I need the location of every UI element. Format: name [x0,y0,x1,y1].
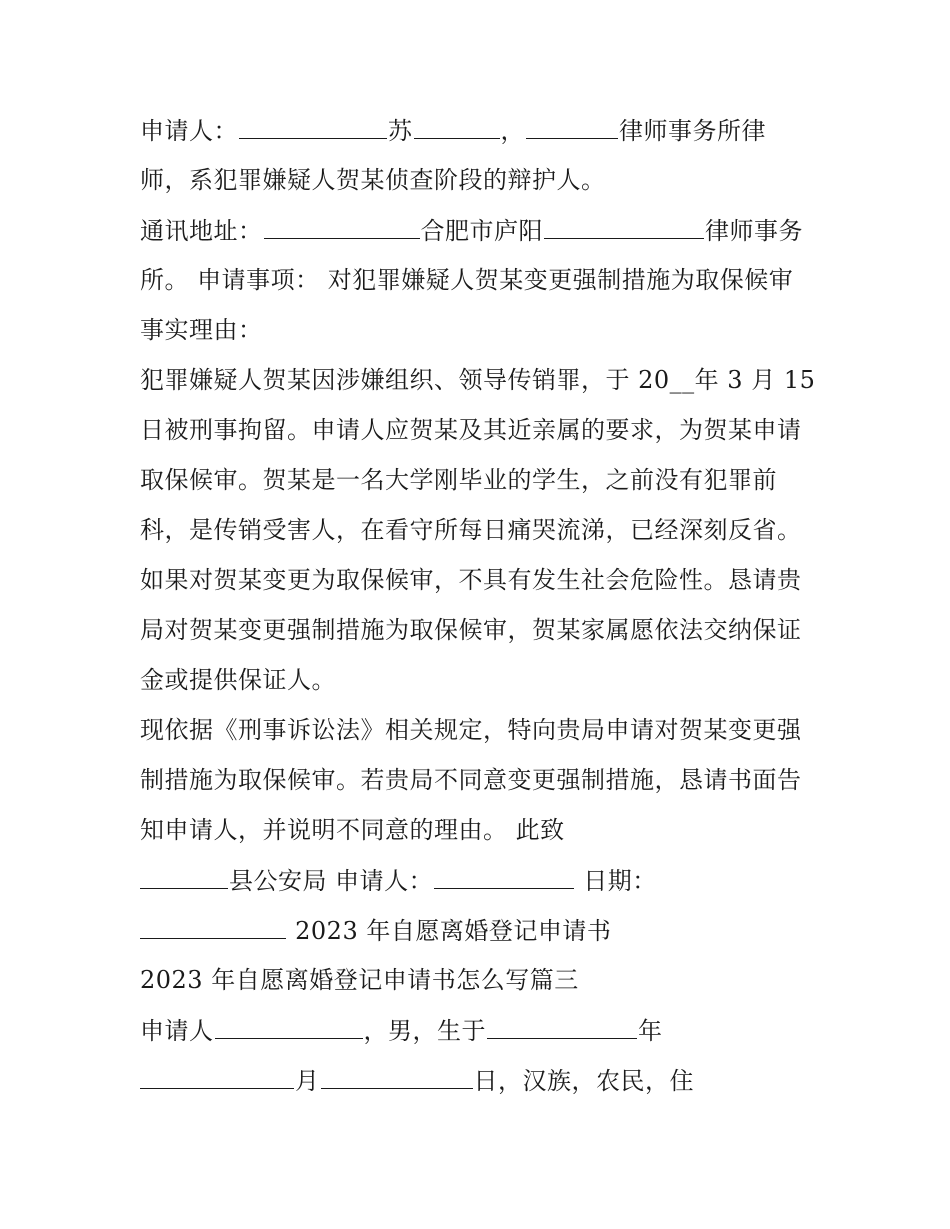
paragraph-line: 日被刑事拘留。申请人应贺某及其近亲属的要求，为贺某申请 [140,416,802,444]
blank-field [321,1064,473,1089]
applicant-info-line: 申请人 ，男，生于 年 [140,1014,820,1047]
blank-field [487,1014,637,1039]
blank-field [434,864,574,889]
paragraph-line: 局对贺某变更强制措施为取保候审，贺某家属愿依法交纳保证 [140,616,802,644]
paragraph-line: 如果对贺某变更为取保候审，不具有发生社会危险性。恳请贵 [140,566,802,594]
paragraph-line: 所。 申请事项： 对犯罪嫌疑人贺某变更强制措施为取保候审 [140,266,794,294]
blank-field [544,214,704,239]
blank-field [140,1064,294,1089]
paragraph-line: 制措施为取保候审。若贵局不同意变更强制措施，恳请书面告 [140,766,802,794]
address-line: 通讯地址： 合肥市庐阳 律师事务 [140,214,820,247]
paragraph-line: 金或提供保证人。 [140,666,336,694]
paragraph-line: 科，是传销受害人，在看守所每日痛哭流涕，已经深刻反省。 [140,516,802,544]
blank-field [140,914,286,939]
blank-field [526,114,618,139]
title-line: 2023 年自愿离婚登记申请书 [140,914,820,947]
blank-field [215,1014,363,1039]
paragraph-line: 现依据《刑事诉讼法》相关规定，特向贵局申请对贺某变更强 [140,716,802,744]
article-title: 2023 年自愿离婚登记申请书怎么写篇三 [140,966,579,994]
applicant-info-line: 月 日，汉族，农民，住 [140,1064,820,1097]
paragraph-line: 知申请人，并说明不同意的理由。 此致 [140,816,565,844]
signature-line: 县公安局 申请人： 日期： [140,864,820,897]
applicant-line: 申请人： 苏 ， 律师事务所律 [140,114,820,147]
blank-field [140,864,228,889]
section-heading: 事实理由： [140,316,263,344]
blank-field [414,114,500,139]
blank-field [239,114,387,139]
paragraph-line: 取保候审。贺某是一名大学刚毕业的学生，之前没有犯罪前 [140,466,777,494]
paragraph-line: 犯罪嫌疑人贺某因涉嫌组织、领导传销罪，于 20__年 3 月 15 [140,366,816,394]
blank-field [264,214,420,239]
paragraph-line: 师，系犯罪嫌疑人贺某侦查阶段的辩护人。 [140,166,606,194]
